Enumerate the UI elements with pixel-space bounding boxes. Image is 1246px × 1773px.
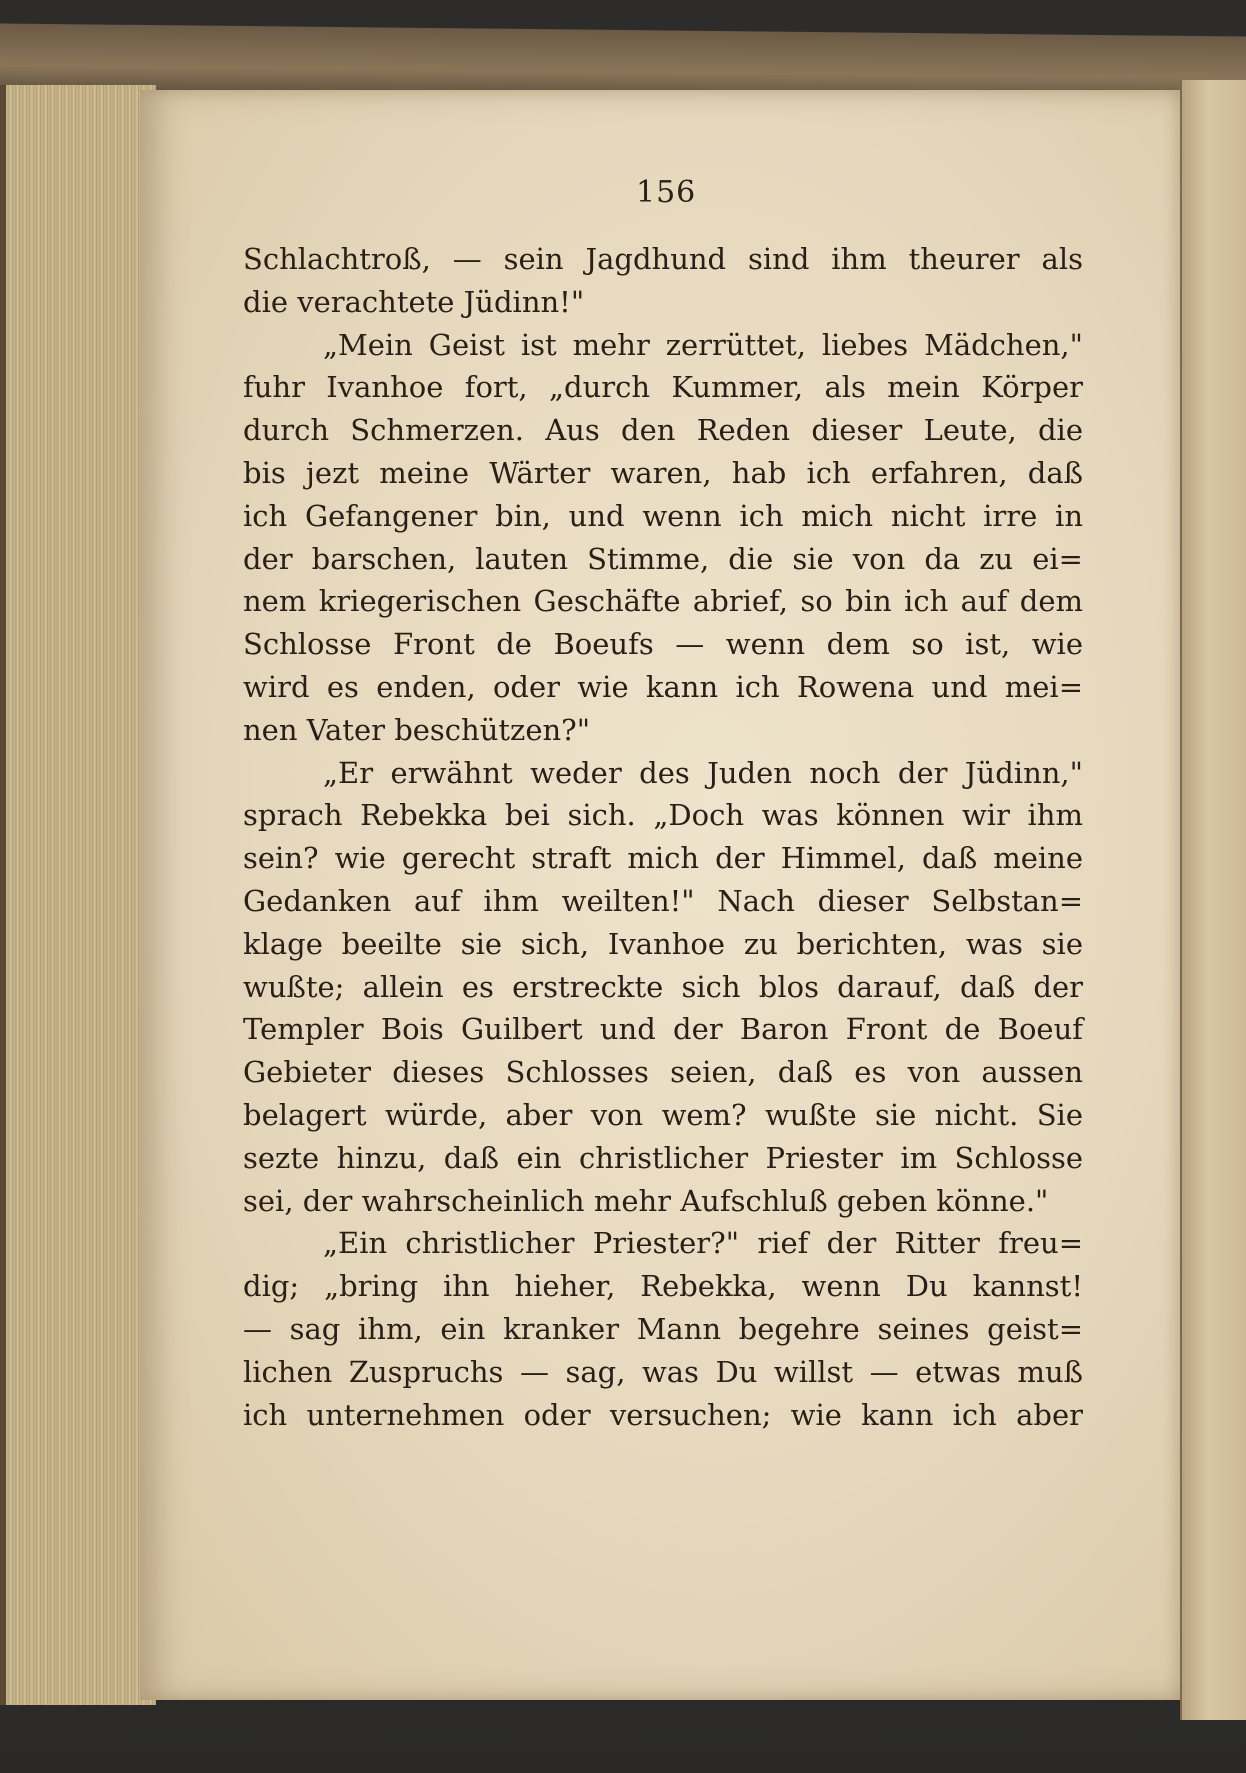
text-line: Gedanken auf ihm weilten!" Nach dieser Selbstan=: [243, 883, 1083, 918]
text-line: Schlachtroß, — sein Jagdhund sind ihm theurer als: [243, 242, 1083, 276]
page-edges: [0, 85, 156, 1705]
text-line: „Mein Geist ist mehr zerrüttet, liebes Mädchen,": [323, 327, 1083, 362]
page-number: 156: [636, 175, 697, 210]
text-line: „Er erwähnt weder des Juden noch der Jüdinn,": [323, 755, 1083, 790]
page-body-text: [243, 238, 1083, 1436]
text-line: lichen Zuspruchs — sag, was Du willst — etwas muß: [243, 1354, 1083, 1389]
text-line: bis jezt meine Wärter waren, hab ich erfahren, daß: [243, 455, 1083, 490]
text-line: sei, der wahrscheinlich mehr Aufschluß geben könne.": [243, 1183, 1049, 1218]
text-line: klage beeilte sie sich, Ivanhoe zu berichten, was sie: [243, 926, 1083, 961]
text-line: sezte hinzu, daß ein christlicher Priester im Schlosse: [243, 1140, 1083, 1175]
text-line: ich unternehmen oder versuchen; wie kann ich aber: [243, 1397, 1083, 1432]
text-line: Gebieter dieses Schlosses seien, daß es von aussen: [243, 1055, 1083, 1090]
text-line: durch Schmerzen. Aus den Reden dieser Leute, die: [243, 413, 1083, 448]
text-line: Templer Bois Guilbert und der Baron Front de Boeuf: [243, 1012, 1083, 1047]
text-line: wußte; allein es erstreckte sich blos darauf, daß der: [243, 969, 1083, 1004]
text-line: ich Gefangener bin, und wenn ich mich nicht irre in: [243, 498, 1083, 533]
text-line: sein? wie gerecht straft mich der Himmel, daß meine: [243, 841, 1083, 876]
text-line: die verachtete Jüdinn!": [243, 284, 585, 319]
text-line: dig; „bring ihn hieher, Rebekka, wenn Du kannst!: [243, 1269, 1083, 1304]
text-line: wird es enden, oder wie kann ich Rowena und mei=: [243, 669, 1083, 704]
text-line: nen Vater beschützen?": [243, 712, 591, 747]
text-line: — sag ihm, ein kranker Mann begehre seines geist=: [243, 1311, 1083, 1346]
text-line: fuhr Ivanhoe fort, „durch Kummer, als mein Körper: [243, 370, 1083, 405]
text-line: belagert würde, aber von wem? wußte sie nicht. Sie: [243, 1097, 1083, 1132]
text-line: „Ein christlicher Priester?" rief der Ritter freu=: [323, 1226, 1083, 1261]
text-line: nem kriegerischen Geschäfte abrief, so bin ich auf dem: [243, 584, 1083, 619]
facing-page-edge: [1180, 80, 1246, 1720]
text-line: Schlosse Front de Boeufs — wenn dem so ist, wie: [243, 627, 1083, 662]
text-line: der barschen, lauten Stimme, die sie von da zu ei=: [243, 541, 1083, 576]
text-line: sprach Rebekka bei sich. „Doch was können wir ihm: [243, 798, 1083, 833]
